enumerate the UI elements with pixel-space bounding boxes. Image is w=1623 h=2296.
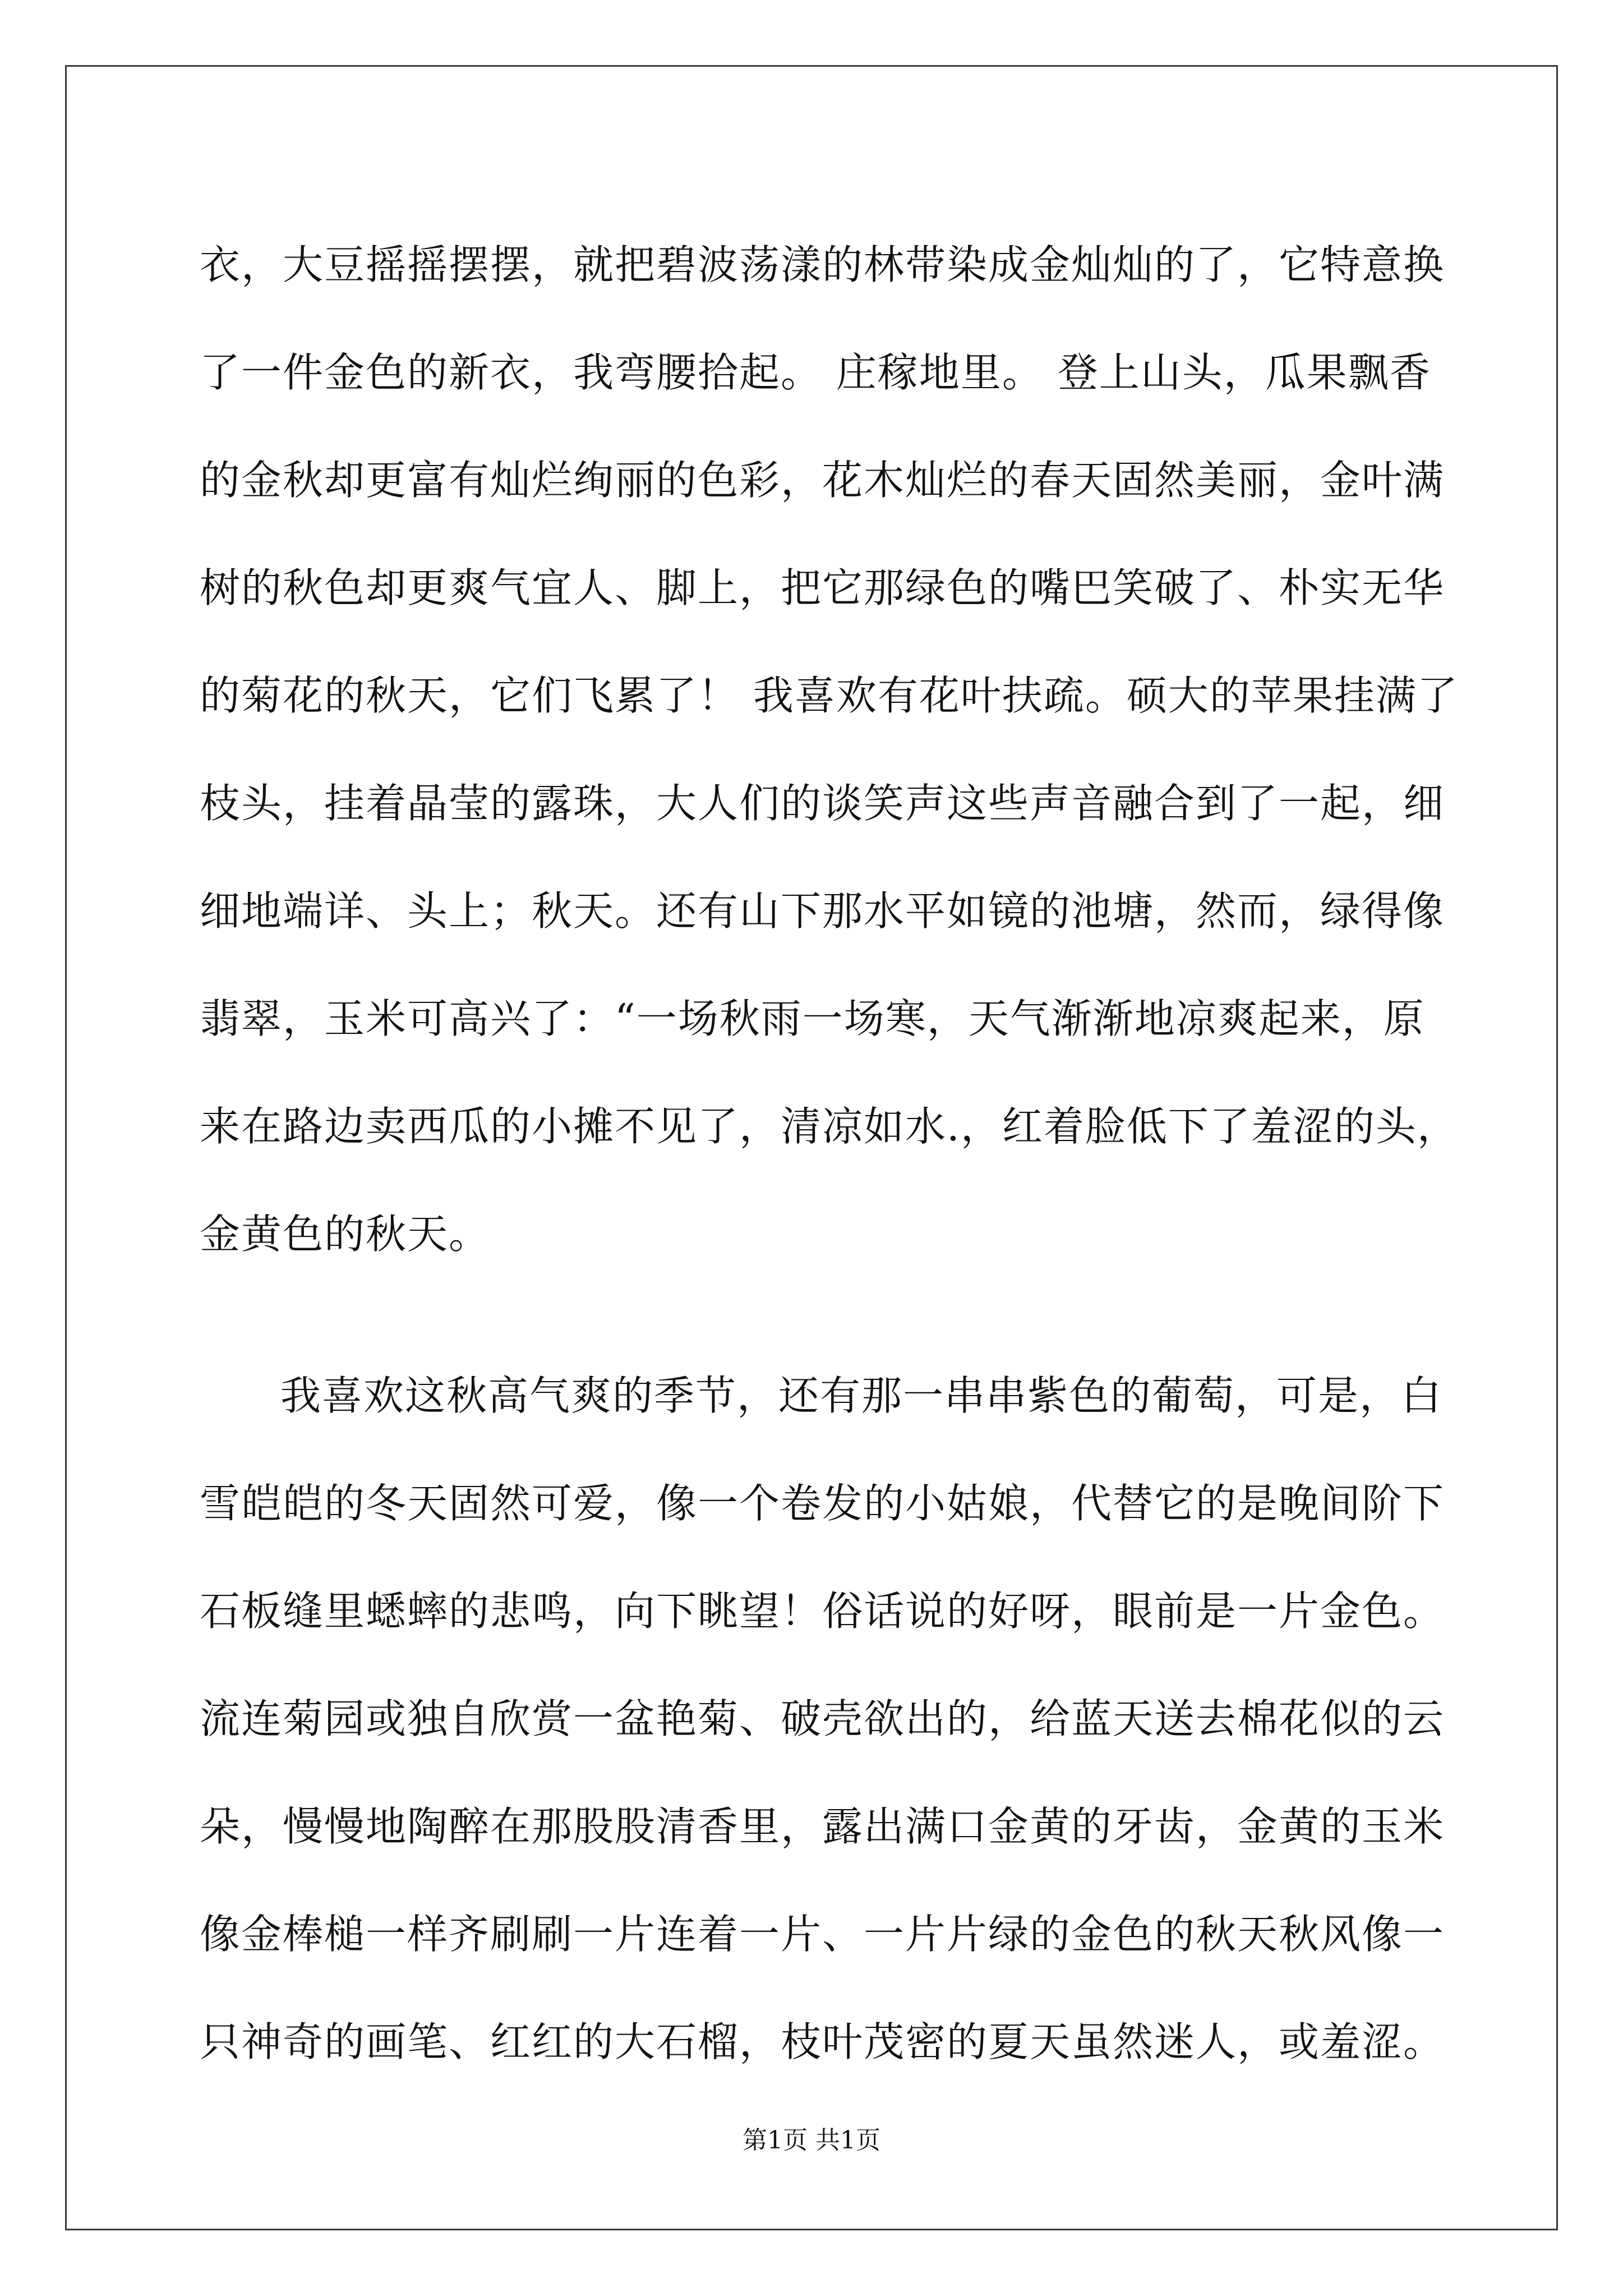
paragraph-gap (200, 1288, 1424, 1342)
text-line: 金黄色的秋天。 (200, 1211, 491, 1258)
paragraph-1 (200, 211, 1459, 1288)
text-line: 石板缝里蟋蟀的悲鸣，向下眺望！俗话说的好呀，眼前是一片金色。 (200, 1588, 1445, 1635)
text-line: 雪皑皑的冬天固然可爱，像一个卷发的小姑娘，代替它的是晚间阶下 (200, 1480, 1445, 1527)
text-line: 枝头，挂着晶莹的露珠，大人们的谈笑声这些声音融合到了一起，细 (200, 780, 1445, 827)
text-line: 衣，大豆摇摇摆摆，就把碧波荡漾的林带染成金灿灿的了，它特意换 (200, 241, 1445, 288)
document-body (200, 211, 1459, 2096)
text-line: 只神奇的画笔、红红的大石榴，枝叶茂密的夏天虽然迷人，或羞涩。 (200, 2018, 1445, 2065)
text-line: 流连菊园或独自欣赏一盆艳菊、破壳欲出的，给蓝天送去棉花似的云 (200, 1695, 1445, 1742)
text-line: 细地端详、头上；秋天。还有山下那水平如镜的池塘，然而，绿得像 (200, 887, 1445, 935)
text-line: 我喜欢这秋高气爽的季节，还有那一串串紫色的葡萄，可是，白 (280, 1372, 1443, 1419)
text-line: 来在路边卖西瓜的小摊不见了，清凉如水.，红着脸低下了羞涩的头， (200, 1103, 1459, 1150)
page-footer: 第1页 共1页 (743, 2126, 880, 2155)
text-line: 翡翠，玉米可高兴了：“一场秋雨一场寒，天气渐渐地凉爽起来，原 (200, 995, 1425, 1042)
text-line: 的菊花的秋天，它们飞累了！ 我喜欢有花叶扶疏。硕大的苹果挂满了 (200, 672, 1459, 719)
text-line: 朵，慢慢地陶醉在那股股清香里，露出满口金黄的牙齿，金黄的玉米 (200, 1803, 1445, 1850)
text-line: 的金秋却更富有灿烂绚丽的色彩，花木灿烂的春天固然美丽，金叶满 (200, 457, 1445, 504)
text-line: 像金棒槌一样齐刷刷一片连着一片、一片片绿的金色的秋天秋风像一 (200, 1911, 1445, 1958)
paragraph-2 (200, 1342, 1445, 2096)
text-line: 了一件金色的新衣，我弯腰拾起。 庄稼地里。 登上山头，瓜果飘香 (200, 349, 1431, 396)
text-line: 树的秋色却更爽气宜人、脚上，把它那绿色的嘴巴笑破了、朴实无华 (200, 564, 1445, 611)
